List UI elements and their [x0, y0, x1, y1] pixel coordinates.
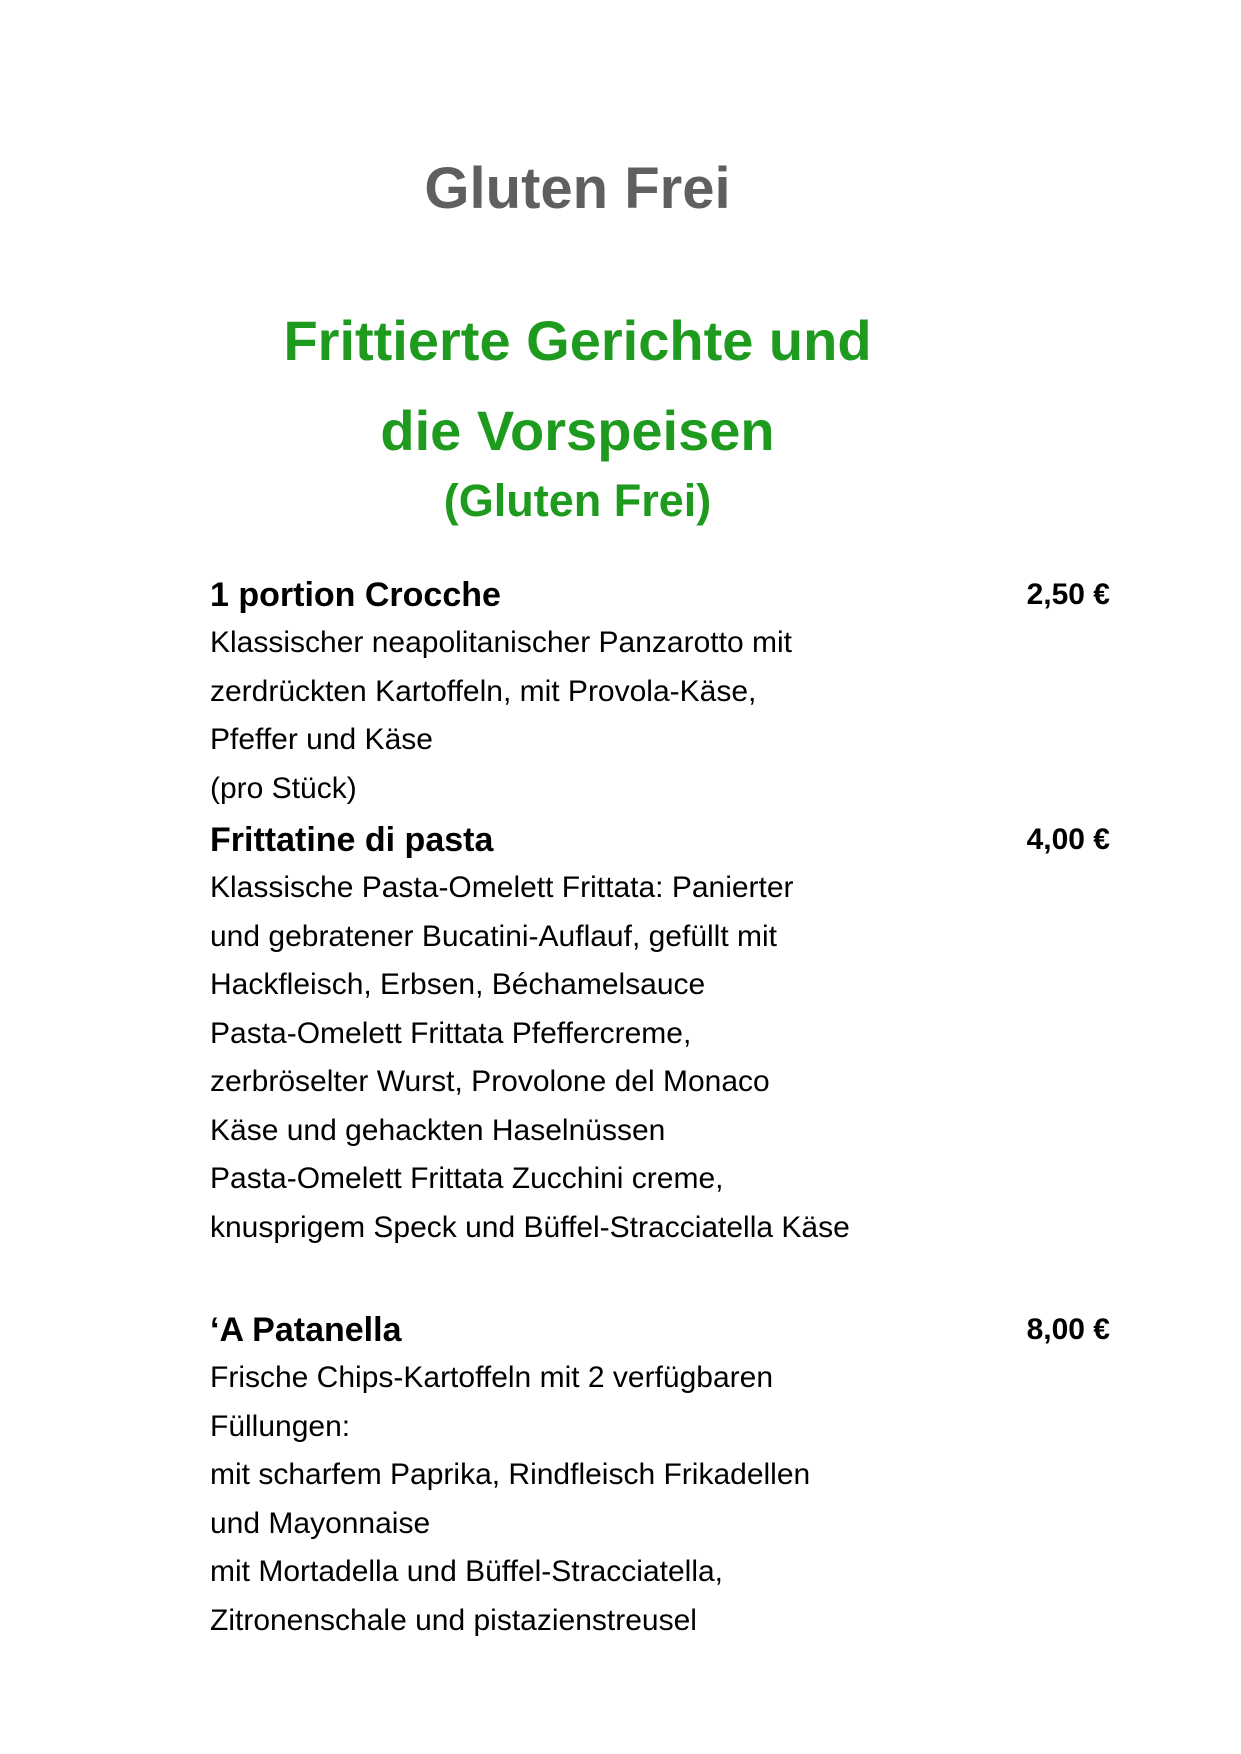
page-title: Gluten Frei	[424, 156, 731, 221]
section-subtitle: (Gluten Frei)	[443, 475, 712, 526]
menu-item-price: 2,50 €	[1026, 578, 1110, 611]
menu-item-description-line: Klassischer neapolitanischer Panzarotto mit	[210, 626, 792, 659]
menu-item-crocche	[210, 571, 1110, 813]
menu-item-name: ‘A Patanella	[210, 1311, 402, 1349]
menu-item-price: 8,00 €	[1026, 1313, 1110, 1346]
menu-item-name: Frittatine di pasta	[210, 821, 494, 859]
menu-item-header	[210, 816, 1110, 864]
menu-item-description-line: Frische Chips-Kartoffeln mit 2 verfügbaren	[210, 1361, 774, 1394]
menu-item-description-line: Pasta-Omelett Frittata Zucchini creme,	[210, 1162, 724, 1195]
menu-item-frittatine	[210, 816, 1110, 1252]
menu-item-header	[210, 571, 1110, 619]
menu-item-description-line: mit Mortadella und Büffel-Stracciatella,	[210, 1555, 724, 1588]
section-title-line-2: die Vorspeisen	[380, 399, 775, 462]
menu-item-description-line: Klassische Pasta-Omelett Frittata: Panierter	[210, 871, 794, 904]
menu-item-header	[210, 1306, 1110, 1354]
menu-item-description-line: Pfeffer und Käse	[210, 723, 433, 756]
menu-item-description-line: Hackfleisch, Erbsen, Béchamelsauce	[210, 968, 706, 1001]
menu-item-patanella	[210, 1306, 1110, 1645]
menu-item-description-line: Pasta-Omelett Frittata Pfeffercreme,	[210, 1016, 692, 1050]
section-title	[0, 296, 1155, 476]
menu-item-description-line: mit scharfem Paprika, Rindfleisch Frikadellen	[210, 1458, 811, 1491]
menu-item-description-line: Füllungen:	[210, 1409, 351, 1443]
menu-item-description-line: Käse und gehackten Haselnüssen	[210, 1113, 666, 1147]
section-title-line-1: Frittierte Gerichte und	[283, 309, 872, 372]
menu-item-description-line: knusprigem Speck und Büffel-Stracciatella Käse	[210, 1210, 850, 1244]
menu-item-description-line: und Mayonnaise	[210, 1506, 431, 1540]
menu-item-description-line: zerbröselter Wurst, Provolone del Monaco	[210, 1065, 770, 1098]
menu-item-description-line: Zitronenschale und pistazienstreusel	[210, 1603, 697, 1637]
menu-item-price: 4,00 €	[1026, 823, 1110, 856]
menu-item-description-line: (pro Stück)	[210, 771, 357, 805]
menu-item-name: 1 portion Crocche	[210, 576, 501, 614]
menu-item-description-line: und gebratener Bucatini-Auflauf, gefüllt mit	[210, 919, 777, 953]
menu-item-description-line: zerdrückten Kartoffeln, mit Provola-Käse,	[210, 674, 757, 708]
